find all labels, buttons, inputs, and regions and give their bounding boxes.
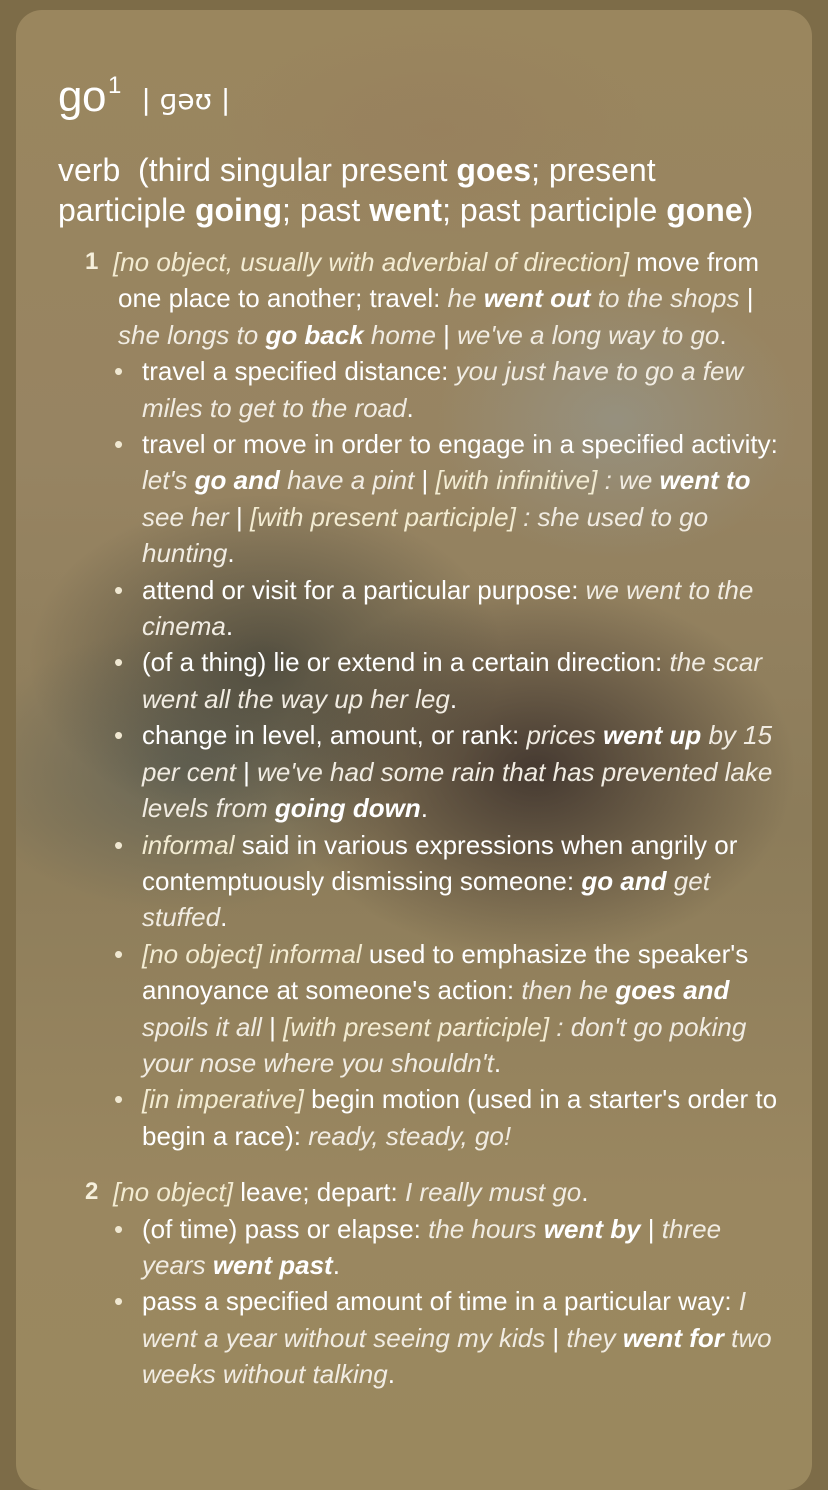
sense-definition: [no object, usually with adverbial of direction] move from one place to another; travel: he went out to the shops | she longs to go back home | we've a long way to go.	[113, 247, 759, 350]
dictionary-panel	[16, 10, 812, 1490]
morph-text: (third singular present	[138, 152, 457, 188]
example: prices went up by 15 per cent	[142, 720, 773, 787]
sense-1	[58, 244, 788, 1154]
form-gone: gone	[666, 192, 743, 228]
subsenses	[58, 1211, 788, 1393]
definition-text: travel a specified distance:	[142, 356, 456, 387]
bullet-icon: •	[114, 1084, 124, 1115]
morph-text: ; past participle	[442, 192, 667, 228]
definition-text: attend or visit for a particular purpose:	[142, 574, 586, 605]
example: go and get stuffed	[142, 865, 710, 933]
sense-number: 1	[85, 248, 99, 275]
example-separator: |	[739, 283, 754, 314]
headword-line	[58, 72, 788, 132]
definition-text: leave; depart:	[232, 1177, 405, 1208]
morph-text: )	[742, 192, 754, 228]
pronunciation: | ɡəʊ |	[141, 83, 231, 116]
sense-definition: [no object] leave; depart: I really must go.	[113, 1177, 589, 1208]
subsense: • [no object] informal used to emphasize the speaker's annoyance at someone's action: then he goes and spoils it all | [with present participle] : don't go poking your nose where you shouldn't.	[137, 936, 788, 1082]
grammar-note: [with infinitive]	[435, 465, 605, 496]
subsense: • informal said in various expressions when angrily or contemptuously dismissing someone: go and get stuffed.	[137, 827, 788, 936]
register-label: informal	[142, 829, 235, 860]
definition-text: (of a thing) lie or extend in a certain direction:	[142, 647, 670, 678]
morph-text: ; present participle	[58, 152, 656, 228]
bullet-icon: •	[114, 574, 124, 605]
example: I really must go	[404, 1177, 582, 1208]
morph-text: ; past	[282, 192, 370, 228]
example: you just have to go a few miles to get to the road	[142, 356, 744, 423]
subsense	[114, 1081, 788, 1154]
bullet-icon: •	[114, 647, 124, 678]
dictionary-entry	[58, 72, 788, 1393]
sense-2	[58, 1174, 788, 1392]
definition-text: begin motion (used in a starter's order to begin a race):	[142, 1084, 778, 1151]
grammar-note: [no object] informal	[142, 938, 362, 969]
grammar-note: [with present participle]	[283, 1011, 557, 1042]
subsense: • attend or visit for a particular purpose: we went to the cinema.	[137, 572, 788, 645]
example: she longs to go back home	[118, 319, 436, 350]
grammar-note: [in imperative]	[142, 1084, 304, 1115]
example: the scar went all the way up her leg	[142, 647, 763, 714]
definition-text: travel or move in order to engage in a specified activity:	[142, 429, 778, 460]
grammar-note: [no object, usually with adverbial of direction]	[113, 247, 629, 277]
bullet-icon: •	[114, 429, 124, 460]
definition-text: used to emphasize the speaker's annoyance at someone's action:	[142, 938, 749, 1006]
example: we've a long way to go	[457, 319, 720, 350]
example-separator: |	[435, 319, 458, 350]
subsense: • pass a specified amount of time in a particular way: I went a year without seeing my kids | they went for two weeks without talking.	[137, 1283, 788, 1392]
example: : don't go poking your nose where you shouldn't	[142, 1011, 747, 1078]
subsense: • (of time) pass or elapse: the hours went by | three years went past.	[137, 1211, 788, 1284]
bullet-icon: •	[114, 1213, 124, 1244]
subsense: • travel or move in order to engage in a specified activity: let's go and have a pint | [with infinitive] : we went to see her | [with present participle] : she used to go hunting.	[137, 426, 788, 572]
example: we went to the cinema	[142, 574, 754, 642]
part-of-speech-line	[58, 150, 788, 230]
example: he went out to the shops	[447, 283, 740, 314]
subsense: • change in level, amount, or rank: prices went up by 15 per cent | we've had some rain that has prevented lake levels from going down.	[137, 717, 788, 826]
bullet-icon: •	[114, 720, 124, 751]
grammar-note: [no object]	[113, 1177, 233, 1208]
subsense: • (of a thing) lie or extend in a certain direction: the scar went all the way up her leg.	[137, 644, 788, 717]
example: three years went past	[142, 1213, 722, 1280]
subsenses	[58, 353, 788, 1154]
bullet-icon: •	[114, 938, 124, 969]
definition-text: change in level, amount, or rank:	[142, 720, 527, 751]
example: : we went to see her	[142, 465, 751, 532]
bullet-icon: •	[114, 829, 124, 860]
example: the hours went by	[428, 1213, 641, 1244]
grammar-note: [with present participle]	[249, 501, 524, 532]
definition-text: pass a specified amount of time in a particular way:	[142, 1286, 739, 1317]
part-of-speech: verb	[58, 152, 121, 188]
bullet-icon: •	[114, 356, 124, 387]
example: we've had some rain that has prevented lake levels from going down	[142, 756, 773, 824]
definition-text: move from one place to another; travel:	[118, 247, 759, 314]
definition-text: said in various expressions when angrily or contemptuously dismissing someone:	[142, 829, 738, 896]
subsense: • travel a specified distance: you just have to go a few miles to get to the road.	[137, 353, 788, 426]
example: then he goes and spoils it all	[142, 975, 730, 1042]
homograph-number: 1	[107, 72, 122, 99]
example: ready, steady, go!	[308, 1120, 512, 1151]
example: : she used to go hunting	[142, 501, 709, 569]
definition-text: (of time) pass or elapse:	[142, 1213, 429, 1244]
example: I went a year without seeing my kids	[142, 1286, 747, 1353]
form-goes: goes	[456, 152, 532, 188]
sense-number: 2	[85, 1178, 99, 1206]
form-going: going	[194, 192, 283, 228]
example: they went for two weeks without talking	[142, 1322, 772, 1390]
example: let's go and have a pint	[142, 465, 415, 496]
form-went: went	[369, 192, 443, 228]
bullet-icon: •	[114, 1286, 124, 1317]
headword: go	[58, 72, 106, 121]
